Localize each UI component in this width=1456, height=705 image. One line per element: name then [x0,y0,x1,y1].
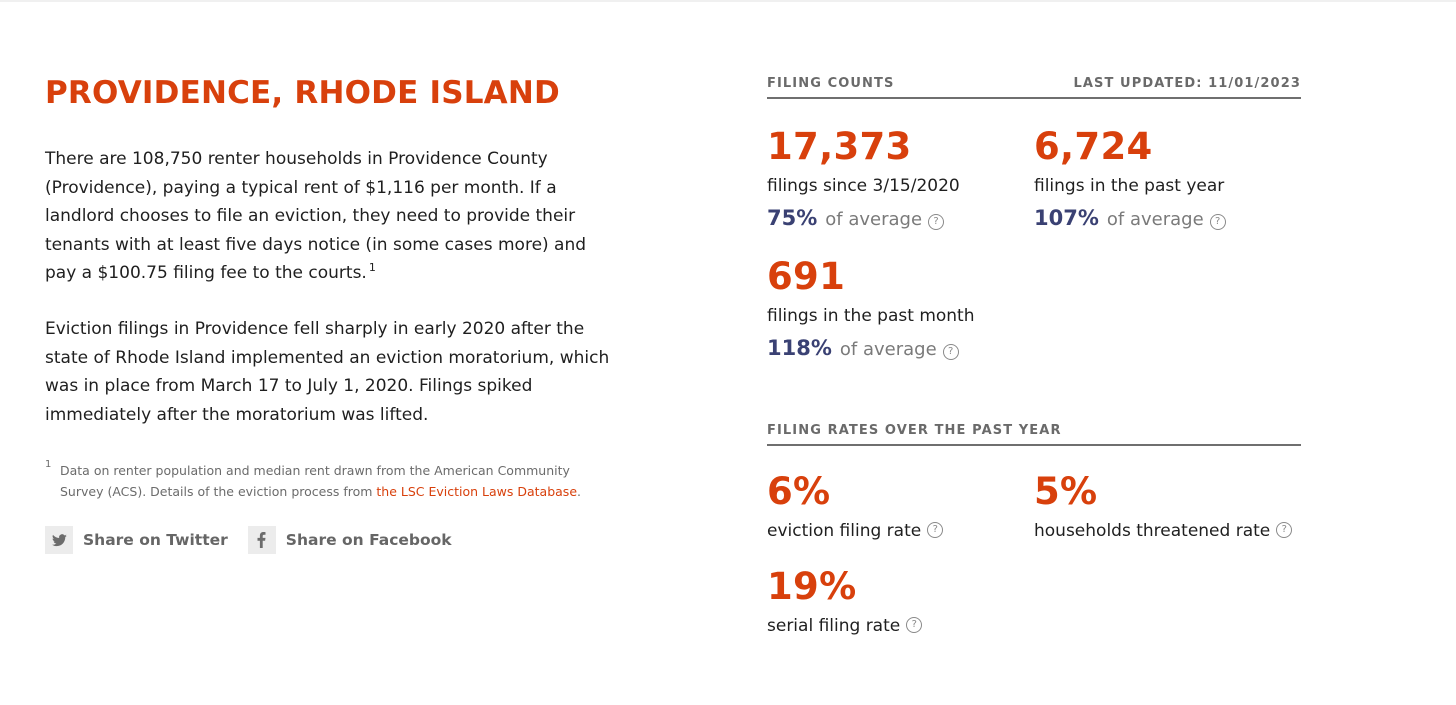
help-icon[interactable]: ? [928,214,944,230]
stat-percent: 107% [1034,206,1099,230]
footnote-text: Data on renter population and median rent drawn from the American Community Survey (ACS). Details of the eviction process from [60,463,570,499]
help-icon[interactable]: ? [927,522,943,538]
footnote-end: . [577,483,581,499]
stat-label-row [767,520,1034,542]
summary-paragraph-2: Eviction filings in Providence fell sharply in early 2020 after the state of Rhode Island implemented an eviction moratorium, which was in place from March 17 to July 1, 2020. Filings spiked immediately after the moratorium was lifted. [45,318,610,425]
help-icon[interactable]: ? [943,344,959,360]
stat-filings-since [767,126,1034,231]
help-icon[interactable]: ? [906,617,922,633]
twitter-icon [45,526,73,554]
stat-average [767,336,1034,361]
stat-label: filings since 3/15/2020 [767,176,960,196]
stat-value: 19% [767,565,857,608]
footnote-marker[interactable]: 1 [368,261,376,275]
help-icon[interactable]: ? [1210,214,1226,230]
stat-average-label: of average [825,209,923,230]
facebook-icon [248,526,276,554]
summary-paragraph-1 [45,145,615,288]
filing-panel [767,76,1301,646]
stat-label: serial filing rate [767,616,901,636]
summary-paragraph-1-text: There are 108,750 renter households in Providence County (Providence), paying a typical rent of $1,116 per month. If a landlord chooses to file an eviction, they need to provide their tenants with at least five days notice (in some cases more) and pay a $100.75 filing fee to the courts. [45,149,587,284]
stat-average-label: of average [839,339,937,360]
filing-rates-header [767,423,1301,446]
stat-value: 5% [1034,470,1098,513]
lsc-eviction-laws-link[interactable]: the LSC Eviction Laws Database [376,483,578,499]
share-facebook-button[interactable] [248,526,452,554]
stat-value: 6,724 [1034,125,1153,168]
stat-households-threatened-rate [1034,471,1301,542]
stat-label-row [1034,520,1301,542]
stat-average [767,206,1034,231]
stat-filings-past-year [1034,126,1301,231]
filing-rates-grid [767,446,1301,646]
last-updated: LAST UPDATED: 11/01/2023 [1073,76,1301,91]
share-bar [45,526,615,554]
stat-label: filings in the past year [1034,176,1225,196]
share-twitter-button[interactable] [45,526,228,554]
filing-counts-heading: FILING COUNTS [767,76,895,91]
stat-average-label: of average [1106,209,1204,230]
share-twitter-label: Share on Twitter [83,531,228,550]
top-divider [0,0,1456,2]
stat-percent: 118% [767,336,832,360]
stat-percent: 75% [767,206,818,230]
footnote [45,461,605,502]
stat-label-row [767,615,1034,637]
stat-label: households threatened rate [1034,521,1271,541]
stat-eviction-filing-rate [767,471,1034,542]
stat-average [1034,206,1301,231]
page-title: PROVIDENCE, RHODE ISLAND [45,75,560,111]
stat-value: 6% [767,470,831,513]
stat-label: filings in the past month [767,306,975,326]
share-facebook-label: Share on Facebook [285,531,452,550]
filing-counts-grid [767,99,1301,399]
footnote-number: 1 [45,459,52,471]
location-summary [45,72,615,554]
stat-filings-past-month [767,256,1034,361]
stat-serial-filing-rate [767,566,1034,637]
help-icon[interactable]: ? [1276,522,1292,538]
stat-label: eviction filing rate [767,521,922,541]
stat-value: 691 [767,255,846,298]
filing-counts-header [767,76,1301,99]
filing-rates-heading: FILING RATES OVER THE PAST YEAR [767,423,1062,438]
stat-value: 17,373 [767,125,912,168]
